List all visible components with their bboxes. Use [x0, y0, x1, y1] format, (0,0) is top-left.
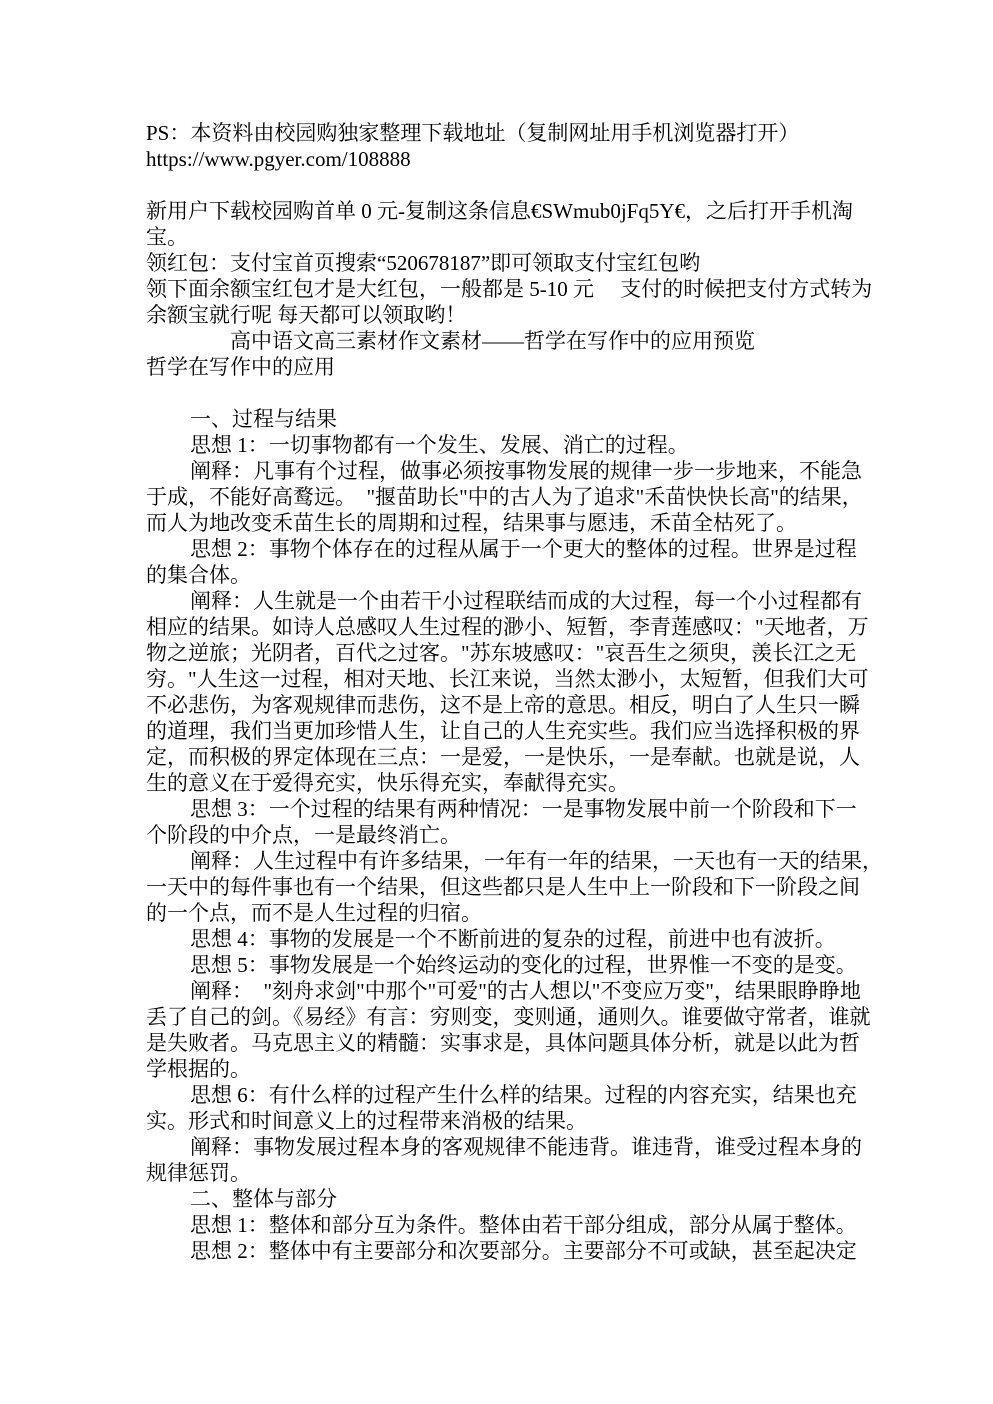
text-line: 的道理，我们当更加珍惜人生，让自己的人生充实些。我们应当选择积极的界: [146, 719, 860, 743]
thought-line: 思想 3：一个过程的结果有两种情况：一是事物发展中前一个阶段和下一: [190, 797, 857, 821]
text-line: 一天中的每件事也有一个结果，但这些都只是人生中上一阶段和下一阶段之间: [146, 875, 860, 899]
thought-line: 思想 4：事物的发展是一个不断前进的复杂的过程，前进中也有波折。: [190, 927, 836, 951]
blank-line: [146, 380, 926, 406]
thought-line: 思想 2：事物个体存在的过程从属于一个更大的整体的过程。世界是过程: [190, 537, 857, 561]
text-line: 定，而积极的界定体现在三点：一是爱，一是快乐，一是奉献。也就是说，人: [146, 745, 860, 769]
section-heading-2: 二、整体与部分: [190, 1187, 337, 1211]
text-line: 不必悲伤，为客观规律而悲伤，这不是上帝的意思。相反，明白了人生只一瞬: [146, 693, 860, 717]
text-line: 生的意义在于爱得充实，快乐得充实，奉献得充实。: [146, 771, 629, 795]
thought-line: 思想 1：一切事物都有一个发生、发展、消亡的过程。: [190, 433, 689, 457]
explanation-line: 阐释：凡事有个过程，做事必须按事物发展的规律一步一步地来，不能急: [190, 459, 862, 483]
text-line: 穷。"人生这一过程，相对天地、长江来说，当然太渺小，太短暂，但我们大可: [146, 667, 869, 691]
text-line: 实。形式和时间意义上的过程带来消极的结果。: [146, 1109, 587, 1133]
text-line: 学根据的。: [146, 1057, 251, 1081]
thought-line: 思想 1：整体和部分互为条件。整体由若干部分组成，部分从属于整体。: [190, 1213, 857, 1237]
explanation-line: 阐释：人生过程中有许多结果，一年有一年的结果，一天也有一天的结果，: [190, 849, 883, 873]
document-body: [146, 120, 926, 1264]
blank-line: [146, 172, 926, 198]
promo-line: 宝。: [146, 225, 188, 249]
red-packet-line: 领下面余额宝红包才是大红包，一般都是 5-10 元 支付的时候把支付方式转为: [146, 277, 873, 301]
thought-line: 思想 6：有什么样的过程产生什么样的结果。过程的内容充实，结果也充: [190, 1083, 857, 1107]
text-line: 规律惩罚。: [146, 1161, 251, 1185]
red-packet-line: 领红包：支付宝首页搜索“520678187”即可领取支付宝红包哟: [146, 251, 701, 275]
text-line: 是失败者。马克思主义的精髓：实事求是，具体问题具体分析，就是以此为哲: [146, 1031, 860, 1055]
explanation-line: 阐释：人生就是一个由若干小过程联结而成的大过程，每一个小过程都有: [190, 589, 862, 613]
text-line: 的集合体。: [146, 563, 251, 587]
text-line: 相应的结果。如诗人总感叹人生过程的渺小、短暂，李青莲感叹："天地者，万: [146, 615, 869, 639]
section-heading-1: 一、过程与结果: [190, 407, 337, 431]
doc-title-preview: 高中语文高三素材作文素材——哲学在写作中的应用预览: [230, 329, 755, 353]
explanation-line: 阐释：事物发展过程本身的客观规律不能违背。谁违背，谁受过程本身的: [190, 1135, 862, 1159]
promo-line: 新用户下载校园购首单 0 元-复制这条信息€SWmub0jFq5Y€，之后打开手机淘: [146, 199, 854, 223]
download-url: https://www.pgyer.com/108888: [146, 147, 411, 171]
text-line: 于成，不能好高鹜远。 "揠苗助长"中的古人为了追求"禾苗快快长高"的结果，: [146, 485, 863, 509]
text-line: 物之逆旅；光阴者，百代之过客。"苏东坡感叹："哀吾生之须臾，羡长江之无: [146, 641, 857, 665]
text-line: 的一个点，而不是人生过程的归宿。: [146, 901, 482, 925]
text-line: 而人为地改变禾苗生长的周期和过程，结果事与愿违，禾苗全枯死了。: [146, 511, 797, 535]
thought-line: 思想 2：整体中有主要部分和次要部分。主要部分不可或缺，甚至起决定: [190, 1239, 857, 1263]
text-line: 个阶段的中介点，一是最终消亡。: [146, 823, 461, 847]
red-packet-line: 余额宝就行呢 每天都可以领取哟！: [146, 303, 467, 327]
ps-note-line: PS：本资料由校园购独家整理下载地址（复制网址用手机浏览器打开）: [146, 121, 800, 145]
explanation-line: 阐释： "刻舟求剑"中那个"可爱"的古人想以"不变应万变"，结果眼睁睁地: [190, 979, 861, 1003]
doc-title: 哲学在写作中的应用: [146, 355, 335, 379]
text-line: 丢了自己的剑。《易经》有言：穷则变，变则通，通则久。谁要做守常者，谁就: [146, 1005, 871, 1029]
thought-line: 思想 5：事物发展是一个始终运动的变化的过程，世界惟一不变的是变。: [190, 953, 857, 977]
